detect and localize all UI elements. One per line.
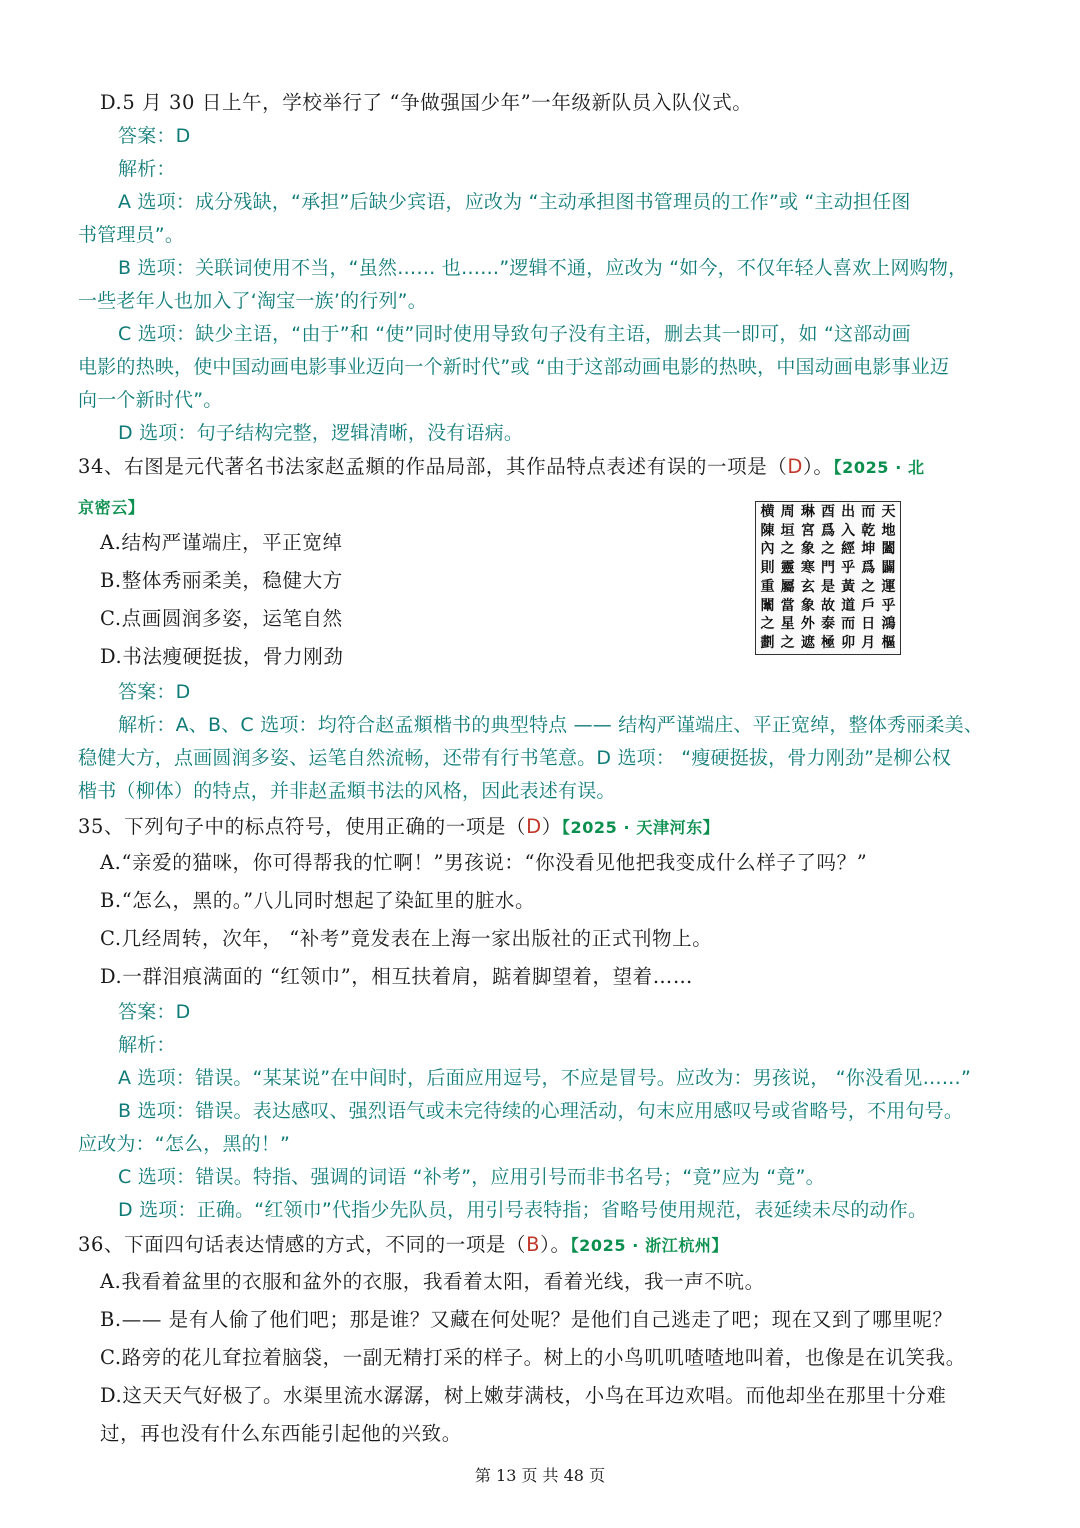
line-text: 稳健大方，点画圆润多姿、运笔自然流畅，还带有行书笔意。D 选项： “瘦硬挺拔，骨力刚劲”是柳公权: [78, 747, 951, 769]
line-text: B.整体秀丽柔美，稳健大方: [100, 569, 343, 592]
analysis-line: [118, 1096, 963, 1126]
calligraphy-char: 入: [841, 522, 856, 539]
calligraphy-char: 運: [881, 578, 896, 595]
calligraphy-char: 道: [841, 597, 856, 614]
analysis-line: [78, 385, 222, 415]
calligraphy-char: 鴻: [881, 616, 896, 633]
line-text: 过，再也没有什么东西能引起他的兴致。: [100, 1422, 462, 1445]
calligraphy-char: 之: [820, 541, 835, 558]
page-footer: 第 13 页 共 48 页: [474, 1466, 606, 1485]
line-text: D.这天天气好极了。水渠里流水潺潺，树上嫩芽满枝，小鸟在耳边欢唱。而他却坐在那里十分难: [100, 1384, 947, 1407]
calligraphy-char: 出: [841, 504, 856, 520]
analysis-line: [118, 121, 190, 151]
calligraphy-char: 日: [861, 616, 876, 633]
source-tag: 京密云】: [78, 498, 145, 517]
calligraphy-char: 爲: [820, 522, 835, 539]
question-line: [100, 1343, 966, 1373]
analysis-line: [118, 418, 523, 448]
calligraphy-char: 宮: [800, 522, 815, 539]
calligraphy-char: 酉: [820, 504, 835, 520]
question-line: [100, 642, 343, 672]
question-line: [100, 1381, 946, 1411]
calligraphy-char: 內: [760, 541, 775, 558]
question-line: [100, 604, 343, 634]
analysis-line: [118, 1063, 971, 1093]
calligraphy-char: 故: [820, 597, 835, 614]
calligraphy-char: 垣: [780, 522, 795, 539]
calligraphy-char: 泰: [820, 616, 835, 633]
line-text: 向一个新时代”。: [78, 389, 223, 411]
answer-letter: D: [526, 815, 542, 838]
calligraphy-column: [759, 504, 776, 652]
calligraphy-char: 琳: [800, 504, 815, 520]
calligraphy-char: 戶: [861, 597, 876, 614]
answer-letter: D: [787, 455, 804, 478]
calligraphy-char: 而: [841, 616, 856, 633]
analysis-line: [78, 743, 951, 773]
line-text: B 选项：错误。表达感叹、强烈语气或未完待续的心理活动，句末应用感叹号或省略号，不用句号。: [118, 1100, 964, 1122]
calligraphy-char: 劃: [760, 634, 775, 651]
analysis-line: [118, 253, 967, 283]
line-text: 解析：: [118, 158, 176, 180]
line-text: ）。: [540, 1233, 571, 1256]
question-line: [100, 1419, 462, 1449]
analysis-line: [118, 1162, 825, 1192]
line-text: A.“亲爱的猫咪，你可得帮我的忙啊！”男孩说：“你没看见他把我变成什么样子了吗？”: [100, 851, 868, 874]
calligraphy-char: 重: [760, 578, 775, 595]
calligraphy-char: 乎: [881, 597, 896, 614]
line-text: 34、右图是元代著名书法家赵孟頫的作品局部，其作品特点表述有误的一项是（: [78, 455, 788, 478]
line-text: C 选项：错误。特指、强调的词语 “补考”，应用引号而非书名号；“竟”应为 “竟”。: [118, 1166, 825, 1188]
line-text: B.—— 是有人偷了他们吧；那是谁？又藏在何处呢？是他们自己逃走了吧；现在又到了哪里呢？: [100, 1308, 953, 1331]
question-line: [100, 528, 343, 558]
calligraphy-char: 遮: [800, 634, 815, 651]
calligraphy-char: 經: [841, 541, 856, 558]
calligraphy-char: 陳: [760, 522, 775, 539]
calligraphy-column: [860, 504, 877, 652]
calligraphy-char: 象: [800, 597, 815, 614]
calligraphy-char: 坤: [861, 541, 876, 558]
source-tag: 【2025 · 浙江杭州】: [570, 1236, 729, 1255]
line-text: A.我看着盆里的衣服和盆外的衣服，我看着太阳，看着光线，我一声不吭。: [100, 1270, 765, 1293]
question-line: [78, 492, 144, 523]
question-line: [100, 848, 867, 878]
analysis-line: [118, 1195, 927, 1225]
line-text: B.“怎么，黑的。”八儿同时想起了染缸里的脏水。: [100, 889, 536, 912]
line-text: A.结构严谨端庄，平正宽绰: [100, 531, 343, 554]
analysis-line: [118, 677, 190, 707]
line-text: 36、下面四句话表达情感的方式，不同的一项是（: [78, 1233, 527, 1256]
line-text: 35、下列句子中的标点符号，使用正确的一项是（: [78, 815, 527, 838]
question-line: [78, 812, 719, 843]
line-text: D 选项：句子结构完整，逻辑清晰，没有语病。: [118, 422, 524, 444]
question-line: [100, 1305, 953, 1335]
calligraphy-char: 闢: [881, 560, 896, 577]
line-text: D.书法瘦硬挺拔，骨力刚劲: [100, 645, 344, 668]
line-text: 答案：D: [118, 125, 191, 147]
line-text: 答案：D: [118, 681, 191, 703]
calligraphy-char: 天: [881, 504, 896, 520]
question-line: [100, 1267, 765, 1297]
line-text: C.点画圆润多姿，运笔自然: [100, 607, 343, 630]
calligraphy-char: 黃: [841, 578, 856, 595]
analysis-line: [118, 154, 176, 184]
calligraphy-char: 星: [780, 616, 795, 633]
calligraphy-char: 而: [861, 504, 876, 520]
line-text: 一些老年人也加入了‘淘宝一族’的行列”。: [78, 290, 427, 312]
calligraphy-column: [799, 504, 816, 652]
calligraphy-char: 玄: [800, 578, 815, 595]
question-line: [100, 886, 535, 916]
analysis-line: [118, 710, 983, 740]
line-text: C.几经周转，次年， “补考”竟发表在上海一家出版社的正式刊物上。: [100, 927, 713, 950]
line-text: 书管理员”。: [78, 224, 185, 246]
calligraphy-char: 門: [820, 560, 835, 577]
question-line: [100, 566, 343, 596]
question-line: [78, 452, 925, 483]
calligraphy-char: 之: [780, 541, 795, 558]
line-text: A 选项：错误。“某某说”在中间时，后面应用逗号，不应是冒号。应改为：男孩说， “你没看见……”: [118, 1067, 972, 1089]
analysis-line: [118, 1030, 176, 1060]
line-text: 应改为：“怎么，黑的！”: [78, 1133, 291, 1155]
question-line: [100, 962, 693, 992]
calligraphy-char: 當: [780, 597, 795, 614]
question-line: [78, 1230, 728, 1261]
source-tag: 【2025 · 天津河东】: [561, 818, 720, 837]
calligraphy-char: 極: [820, 634, 835, 651]
calligraphy-char: 乎: [841, 560, 856, 577]
analysis-line: [78, 1129, 290, 1159]
calligraphy-char: 乾: [861, 522, 876, 539]
line-text: D 选项：正确。“红领巾”代指少先队员，用引号表特指；省略号使用规范，表延续未尽的动作。: [118, 1199, 928, 1221]
analysis-line: [118, 997, 190, 1027]
analysis-line: [78, 776, 616, 806]
calligraphy-char: 是: [820, 578, 835, 595]
calligraphy-char: 則: [760, 560, 775, 577]
line-text: 解析：A、B、C 选项：均符合赵孟頫楷书的典型特点 —— 结构严谨端庄、平正宽绰，整体秀丽柔美、: [118, 714, 984, 736]
calligraphy-column: [880, 504, 897, 652]
line-text: ）。: [803, 455, 834, 478]
calligraphy-char: 月: [861, 634, 876, 651]
line-text: ）: [541, 815, 562, 838]
line-text: D.5 月 30 日上午，学校举行了 “争做强国少年”一年级新队员入队仪式。: [100, 91, 753, 114]
line-text: 解析：: [118, 1034, 176, 1056]
calligraphy-column: [779, 504, 796, 652]
calligraphy-image: [755, 501, 901, 655]
calligraphy-char: 地: [881, 522, 896, 539]
calligraphy-char: 屬: [780, 578, 795, 595]
calligraphy-char: 之: [861, 578, 876, 595]
line-text: A 选项：成分残缺，“承担”后缺少宾语，应改为 “主动承担图书管理员的工作”或 “主动担任图: [118, 191, 911, 213]
calligraphy-char: 象: [800, 541, 815, 558]
question-line: [100, 924, 712, 954]
analysis-line: [118, 319, 911, 349]
analysis-line: [118, 187, 911, 217]
calligraphy-char: 外: [800, 616, 815, 633]
line-text: D.一群泪痕满面的 “红领巾”，相互扶着肩，踮着脚望着，望着……: [100, 965, 693, 988]
analysis-line: [78, 286, 427, 316]
calligraphy-char: 闈: [760, 597, 775, 614]
question-line: [100, 88, 752, 118]
calligraphy-column: [819, 504, 836, 652]
calligraphy-char: 闔: [881, 541, 896, 558]
calligraphy-char: 卯: [841, 634, 856, 651]
calligraphy-char: 之: [760, 616, 775, 633]
line-text: 电影的热映，使中国动画电影事业迈向一个新时代”或 “由于这部动画电影的热映，中国动画电影事业迈: [78, 356, 950, 378]
calligraphy-char: 周: [780, 504, 795, 520]
line-text: 楷书（柳体）的特点，并非赵孟頫书法的风格，因此表述有误。: [78, 780, 616, 802]
source-tag: 【2025 · 北: [833, 458, 925, 477]
calligraphy-char: 之: [780, 634, 795, 651]
analysis-line: [78, 220, 184, 250]
calligraphy-column: [840, 504, 857, 652]
analysis-line: [78, 352, 949, 382]
line-text: C.路旁的花儿耷拉着脑袋，一副无精打采的样子。树上的小鸟叽叽喳喳地叫着，也像是在讥笑我。: [100, 1346, 966, 1369]
calligraphy-char: 横: [760, 504, 775, 520]
calligraphy-char: 靈: [780, 560, 795, 577]
calligraphy-char: 寒: [800, 560, 815, 577]
line-text: C 选项：缺少主语，“由于”和 “使”同时使用导致句子没有主语，删去其一即可，如 “这部动画: [118, 323, 911, 345]
answer-letter: B: [526, 1233, 541, 1256]
line-text: 答案：D: [118, 1001, 191, 1023]
calligraphy-char: 爲: [861, 560, 876, 577]
line-text: B 选项：关联词使用不当，“虽然…… 也……”逻辑不通，应改为 “如今，不仅年轻人喜欢上网购物，: [118, 257, 968, 279]
calligraphy-char: 樞: [881, 634, 896, 651]
